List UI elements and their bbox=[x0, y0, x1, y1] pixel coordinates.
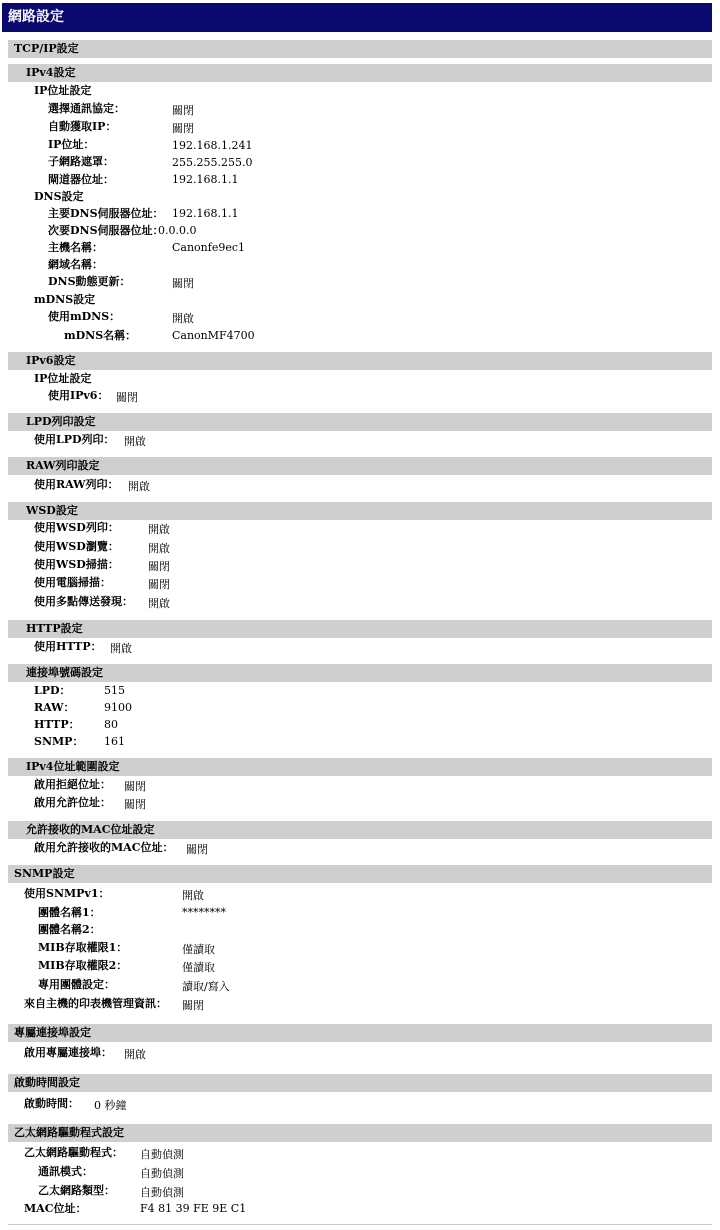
setting-value: 開啟 bbox=[182, 889, 204, 902]
setting-label: 使用HTTP： bbox=[34, 640, 102, 653]
setting-label: 乙太網路類型： bbox=[38, 1184, 115, 1197]
setting-value: Canonfe9ec1 bbox=[172, 241, 246, 254]
setting-value: 161 bbox=[104, 735, 125, 748]
setting-label: 使用多點傳送發現： bbox=[34, 595, 133, 608]
setting-label: 來自主機的印表機管理資訊： bbox=[24, 997, 167, 1010]
setting-label: 自動獲取IP： bbox=[48, 120, 117, 133]
setting-label: IP位址： bbox=[48, 138, 95, 151]
setting-value: 關閉 bbox=[172, 104, 194, 117]
setting-label: MIB存取權限1： bbox=[38, 941, 128, 954]
ipv4-range-section-header: IPv4位址範圍設定 bbox=[8, 758, 712, 776]
setting-label: MAC位址： bbox=[24, 1202, 87, 1215]
setting-value: 關閉 bbox=[172, 277, 194, 290]
setting-label: 啟用專屬連接埠： bbox=[24, 1046, 112, 1059]
setting-value: 關閉 bbox=[148, 578, 170, 591]
setting-label: 團體名稱2： bbox=[38, 923, 101, 936]
setting-label: 通訊模式： bbox=[38, 1165, 93, 1178]
setting-value: 192.168.1.241 bbox=[172, 139, 253, 152]
setting-value: 9100 bbox=[104, 701, 132, 714]
setting-label: 啟用拒絕位址： bbox=[34, 778, 111, 791]
setting-label: RAW： bbox=[34, 701, 75, 714]
setting-label: 使用WSD掃描： bbox=[34, 558, 119, 571]
setting-label: 使用電腦掃描： bbox=[34, 576, 111, 589]
ipv6-section-header: IPv6設定 bbox=[8, 352, 712, 370]
setting-label: 子網路遮罩： bbox=[48, 155, 114, 168]
setting-label: 乙太網路驅動程式： bbox=[24, 1146, 123, 1159]
setting-value: 關閉 bbox=[182, 999, 204, 1012]
ip-address-settings-heading: IP位址設定 bbox=[34, 372, 92, 385]
setting-value: 關閉 bbox=[186, 843, 208, 856]
setting-label: 啟用允許接收的MAC位址： bbox=[34, 841, 174, 854]
setting-label: 主機名稱： bbox=[48, 241, 103, 254]
bottom-divider bbox=[8, 1224, 712, 1225]
setting-label: 使用LPD列印： bbox=[34, 433, 115, 446]
setting-label: 專用團體設定： bbox=[38, 978, 115, 991]
setting-label: 使用RAW列印： bbox=[34, 478, 119, 491]
setting-value: CanonMF4700 bbox=[172, 329, 255, 342]
setting-value: 255.255.255.0 bbox=[172, 156, 253, 169]
port-section-header: 連接埠號碼設定 bbox=[8, 664, 712, 682]
snmp-section-header: SNMP設定 bbox=[8, 865, 712, 883]
setting-value: 自動偵測 bbox=[140, 1186, 184, 1199]
setting-value: 0 秒鐘 bbox=[94, 1099, 127, 1112]
setting-value: 僅讀取 bbox=[182, 943, 215, 956]
ip-address-settings-heading: IP位址設定 bbox=[34, 84, 92, 97]
mdns-settings-heading: mDNS設定 bbox=[34, 293, 96, 306]
http-section-header: HTTP設定 bbox=[8, 620, 712, 638]
ipv4-section-header: IPv4設定 bbox=[8, 64, 712, 82]
setting-value: 開啟 bbox=[128, 480, 150, 493]
setting-label: 閘道器位址： bbox=[48, 173, 114, 186]
setting-value: 關閉 bbox=[124, 798, 146, 811]
lpd-section-header: LPD列印設定 bbox=[8, 413, 712, 431]
setting-label: 網域名稱： bbox=[48, 258, 103, 271]
setting-value: 關閉 bbox=[148, 560, 170, 573]
setting-value: 關閉 bbox=[116, 391, 138, 404]
setting-label: LPD： bbox=[34, 684, 71, 697]
tcpip-section-header: TCP/IP設定 bbox=[8, 40, 712, 58]
setting-label: mDNS名稱： bbox=[64, 329, 137, 342]
ethernet-section-header: 乙太網路驅動程式設定 bbox=[8, 1124, 712, 1142]
setting-value: 80 bbox=[104, 718, 118, 731]
setting-label: 使用WSD瀏覽： bbox=[34, 540, 119, 553]
setting-label: DNS動態更新： bbox=[48, 275, 131, 288]
setting-value: 自動偵測 bbox=[140, 1167, 184, 1180]
setting-label: 使用WSD列印： bbox=[34, 521, 119, 534]
setting-value: 自動偵測 bbox=[140, 1148, 184, 1161]
setting-label: 啟動時間： bbox=[24, 1097, 79, 1110]
setting-label: 團體名稱1： bbox=[38, 906, 101, 919]
setting-value: 開啟 bbox=[148, 597, 170, 610]
setting-label: 使用SNMPv1： bbox=[24, 887, 110, 900]
setting-label: 主要DNS伺服器位址： bbox=[48, 207, 164, 220]
page-title: 網路設定 bbox=[2, 3, 712, 32]
setting-value: F4 81 39 FE 9E C1 bbox=[140, 1202, 247, 1215]
setting-value: 515 bbox=[104, 684, 125, 697]
setting-value: 開啟 bbox=[148, 523, 170, 536]
setting-label: MIB存取權限2： bbox=[38, 959, 128, 972]
setting-value: 192.168.1.1 bbox=[172, 173, 239, 186]
setting-value: 讀取/寫入 bbox=[182, 980, 230, 993]
setting-label: HTTP： bbox=[34, 718, 80, 731]
setting-value: ******** bbox=[182, 906, 226, 919]
setting-value: 關閉 bbox=[172, 122, 194, 135]
setting-value: 開啟 bbox=[148, 542, 170, 555]
setting-value: 開啟 bbox=[124, 1048, 146, 1061]
wsd-section-header: WSD設定 bbox=[8, 502, 712, 520]
setting-value: 開啟 bbox=[172, 312, 194, 325]
mac-filter-section-header: 允許接收的MAC位址設定 bbox=[8, 821, 712, 839]
setting-label: 使用mDNS： bbox=[48, 310, 121, 323]
setting-label: SNMP： bbox=[34, 735, 84, 748]
dns-settings-heading: DNS設定 bbox=[34, 190, 84, 203]
setting-label: 使用IPv6： bbox=[48, 389, 109, 402]
setting-value: 0.0.0.0 bbox=[158, 224, 197, 237]
dedicated-port-section-header: 專屬連接埠設定 bbox=[8, 1024, 712, 1042]
setting-value: 關閉 bbox=[124, 780, 146, 793]
setting-value: 開啟 bbox=[124, 435, 146, 448]
setting-label: 選擇通訊協定： bbox=[48, 102, 125, 115]
setting-value: 開啟 bbox=[110, 642, 132, 655]
setting-value: 僅讀取 bbox=[182, 961, 215, 974]
raw-section-header: RAW列印設定 bbox=[8, 457, 712, 475]
setting-value: 192.168.1.1 bbox=[172, 207, 239, 220]
setting-label: 啟用允許位址： bbox=[34, 796, 111, 809]
setting-label: 次要DNS伺服器位址： bbox=[48, 224, 164, 237]
startup-section-header: 啟動時間設定 bbox=[8, 1074, 712, 1092]
